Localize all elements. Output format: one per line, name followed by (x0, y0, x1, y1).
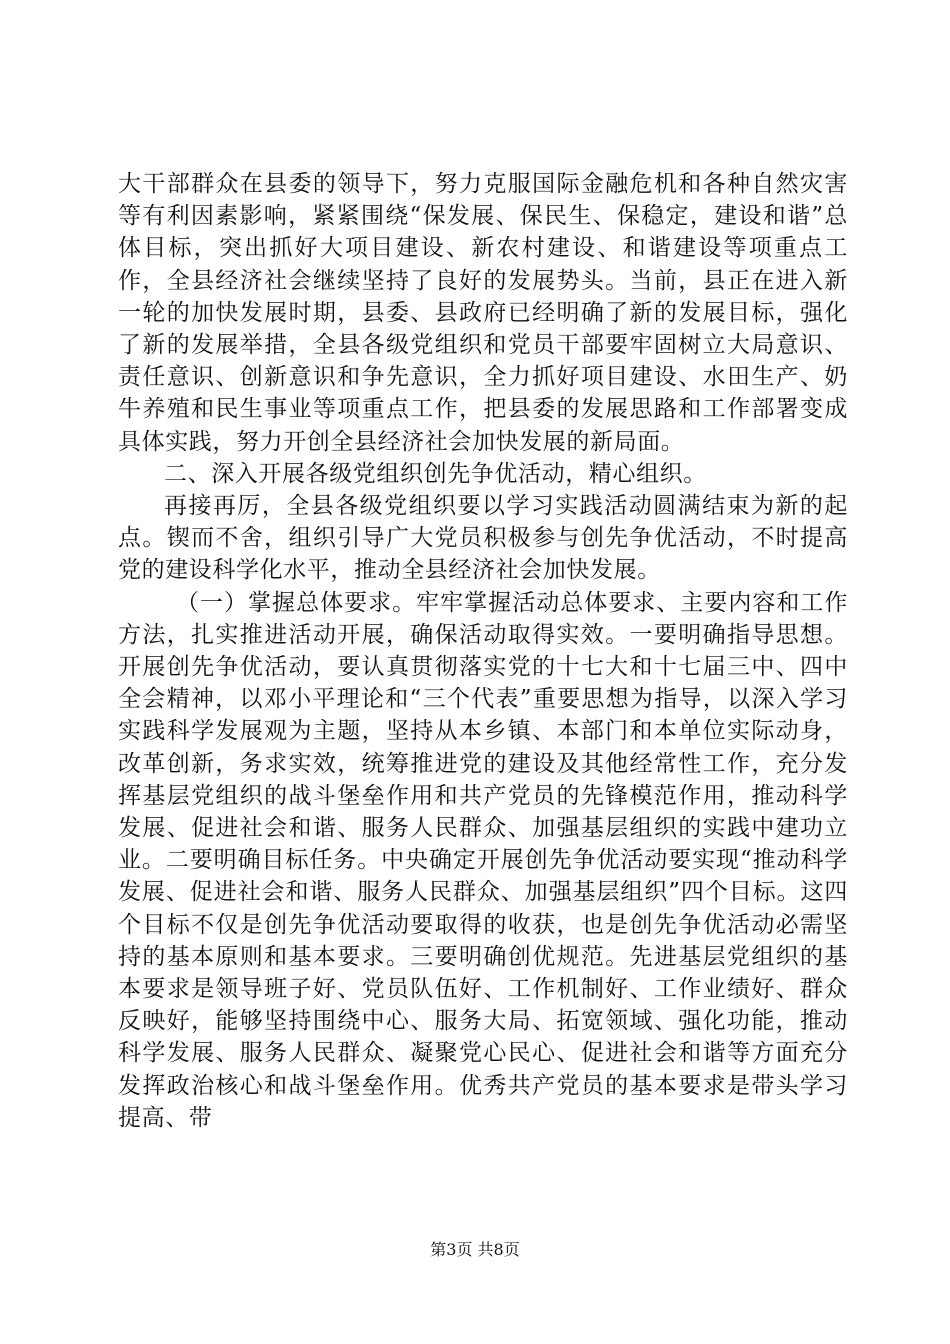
document-body (118, 168, 848, 1134)
paragraph-subsection-1: （一）掌握总体要求。牢牢掌握活动总体要求、主要内容和工作方法，扎实推进活动开展，确保活动取得实效。一要明确指导思想。开展创先争优活动，要认真贯彻落实党的十七大和十七届三中、四中全会精神，以邓小平理论和“三个代表”重要思想为指导，以深入学习实践科学发展观为主题，坚持从本乡镇、本部门和本单位实际动身，改革创新，务求实效，统筹推进党的建设及其他经常性工作，充分发挥基层党组织的战斗堡垒作用和共产党员的先锋模范作用，推动科学发展、促进社会和谐、服务人民群众、加强基层组织的实践中建功立业。二要明确目标任务。中央确定开展创先争优活动要实现“推动科学发展、促进社会和谐、服务人民群众、加强基层组织”四个目标。这四个目标不仅是创先争优活动要取得的收获，也是创先争优活动必需坚持的基本原则和基本要求。三要明确创优规范。先进基层党组织的基本要求是领导班子好、党员队伍好、工作机制好、工作业绩好、群众反映好，能够坚持围绕中心、服务大局、拓宽领域、强化功能，推动科学发展、服务人民群众、凝聚党心民心、促进社会和谐等方面充分发挥政治核心和战斗堡垒作用。优秀共产党员的基本要求是带头学习提高、带 (118, 589, 848, 1131)
paragraph-continuation: 大干部群众在县委的领导下，努力克服国际金融危机和各种自然灾害等有利因素影响，紧紧围绕“保发展、保民生、保稳定，建设和谐”总体目标，突出抓好大项目建设、新农村建设、和谐建设等项重点工作，全县经济社会继续坚持了良好的发展势头。当前，县正在进入新一轮的加快发展时期，县委、县政府已经明确了新的发展目标，强化了新的发展举措，全县各级党组织和党员干部要牢固树立大局意识、责任意识、创新意识和争先意识，全力抓好项目建设、水田生产、奶牛养殖和民生事业等项重点工作，把县委的发展思路和工作部署变成具体实践，努力开创全县经济社会加快发展的新局面。 (118, 171, 848, 455)
page-number-label: 第3页 共8页 (430, 1240, 520, 1259)
page-footer (0, 1237, 950, 1260)
section-heading: 二、深入开展各级党组织创先争优活动，精心组织。 (164, 460, 707, 487)
paragraph-intro: 再接再厉，全县各级党组织要以学习实践活动圆满结束为新的起点。锲而不舍，组织引导广大党员积极参与创先争优活动，不时提高党的建设科学化水平，推动全县经济社会加快发展。 (118, 493, 848, 584)
